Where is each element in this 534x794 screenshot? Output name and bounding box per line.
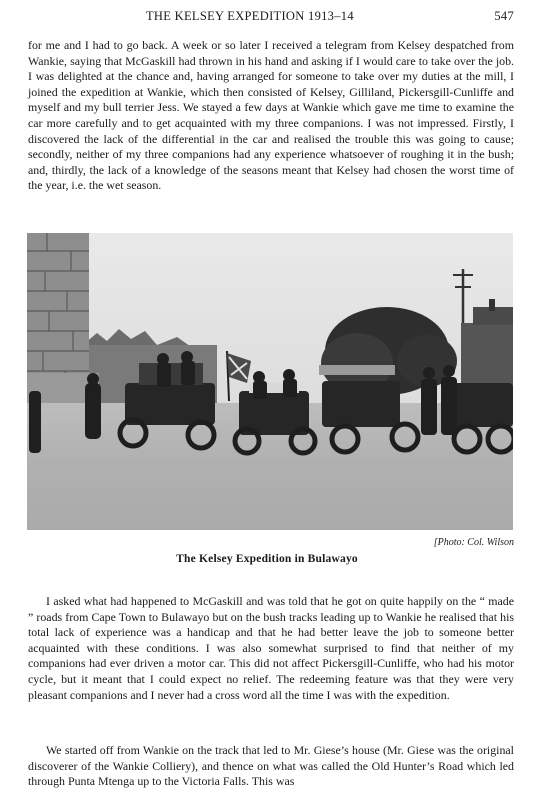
running-title: THE KELSEY EXPEDITION 1913–14 — [146, 9, 354, 23]
figure-caption: The Kelsey Expedition in Bulawayo — [176, 553, 358, 565]
expedition-photograph — [27, 233, 513, 530]
paragraph-3: We started off from Wankie on the track that led to Mr. Giese’s house (Mr. Giese was the original discoverer of the Wankie Colliery), and thence on what was called the Old Hunter’s Road which led through Punta Mtenga up to the Victoria Falls. This was — [28, 743, 514, 789]
running-header — [28, 9, 514, 27]
paragraph-1: for me and I had to go back. A week or so later I received a telegram from Kelsey despatched from Wankie, saying that McGaskill had thrown in his hand and asking if I would care to take over the job. I was delighted at the chance and, having arranged for someone to take over my duties at the mill, I joined the expedition at Wankie, which then consisted of Kelsey, Gilliland, Pickersgill-Cunliffe and myself and my bull terrier Jess. We stayed a few days at Wankie which gave me time to examine the car more carefully and to get acquainted with my three companions. I was not impressed. Firstly, I discovered the lack of the differential in the car and realised the trouble this was going to cause; secondly, neither of my three companions had any experience whatsoever of roughing it in the bush; and, thirdly, the lack of a knowledge of the seasons meant that Kelsey had chosen the worst time of the year, i.e. the wet season. — [28, 38, 514, 193]
photo-image — [27, 233, 513, 530]
page-number: 547 — [494, 9, 514, 23]
paragraph-2: I asked what had happened to McGaskill and was told that he got on quite happily on the “ made ” roads from Cape Town to Bulawayo but on the bush tracks leading up to Wankie he realised that his total lack of experience was a handicap and that he had better leave the job to someone better acquainted with these conditions. I was also somewhat surprised to find that neither of my companions had ever driven a motor car. This did not affect Pickersgill-Cunliffe, who had his motor cycle, but it meant that I could expect no relief. The redeeming feature was that they were very pleasant companions and I never had a cross word all the time I was with the expedition. — [28, 594, 514, 702]
photo-credit: [Photo: Col. Wilson — [433, 537, 514, 548]
